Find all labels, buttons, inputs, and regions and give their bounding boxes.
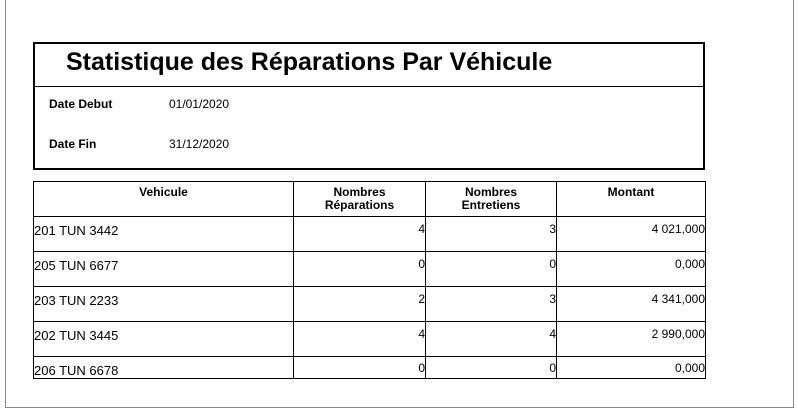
- repairs-table: [33, 181, 706, 379]
- cell-repairs: 4: [294, 322, 426, 357]
- table-row: [34, 217, 706, 252]
- column-header-amount: [557, 182, 706, 217]
- cell-repairs: 0: [294, 357, 426, 379]
- table-row: [34, 322, 706, 357]
- header-repairs-line2: Réparations: [324, 198, 395, 212]
- cell-amount: 2 990,000: [557, 322, 706, 357]
- report-title: Statistique des Réparations Par Véhicule: [66, 48, 553, 76]
- cell-amount: 4 341,000: [557, 287, 706, 322]
- table-row: [34, 252, 706, 287]
- cell-amount: 4 021,000: [557, 217, 706, 252]
- cell-vehicle: 201 TUN 3442: [34, 217, 294, 252]
- column-header-vehicle: [34, 182, 294, 217]
- cell-maintenance: 0: [426, 357, 557, 379]
- cell-maintenance: 4: [426, 322, 557, 357]
- cell-maintenance: 0: [426, 252, 557, 287]
- cell-vehicle: 206 TUN 6678: [34, 357, 294, 379]
- header-amount-text: Montant: [607, 185, 655, 199]
- cell-repairs: 0: [294, 252, 426, 287]
- cell-vehicle: 202 TUN 3445: [34, 322, 294, 357]
- table-header-row: [34, 182, 706, 217]
- header-vehicle-text: Vehicule: [139, 185, 188, 199]
- cell-repairs: 4: [294, 217, 426, 252]
- date-end-value: 31/12/2020: [169, 137, 230, 151]
- column-header-maintenance: [426, 182, 557, 217]
- cell-vehicle: 203 TUN 2233: [34, 287, 294, 322]
- report-header: [33, 42, 705, 170]
- table-row: [34, 287, 706, 322]
- date-start-label: Date Debut: [49, 97, 113, 111]
- cell-vehicle: 205 TUN 6677: [34, 252, 294, 287]
- header-repairs-line1: Nombres: [333, 185, 386, 199]
- title-divider: [35, 86, 703, 87]
- date-end-label: Date Fin: [49, 137, 97, 151]
- table-row: [34, 357, 706, 379]
- cell-maintenance: 3: [426, 287, 557, 322]
- cell-repairs: 2: [294, 287, 426, 322]
- header-maintenance-line1: Nombres: [464, 185, 517, 199]
- cell-amount: 0,000: [557, 252, 706, 287]
- cell-amount: 0,000: [557, 357, 706, 379]
- column-header-repairs: [294, 182, 426, 217]
- cell-maintenance: 3: [426, 217, 557, 252]
- header-maintenance-line2: Entretiens: [461, 198, 521, 212]
- date-start-value: 01/01/2020: [169, 97, 230, 111]
